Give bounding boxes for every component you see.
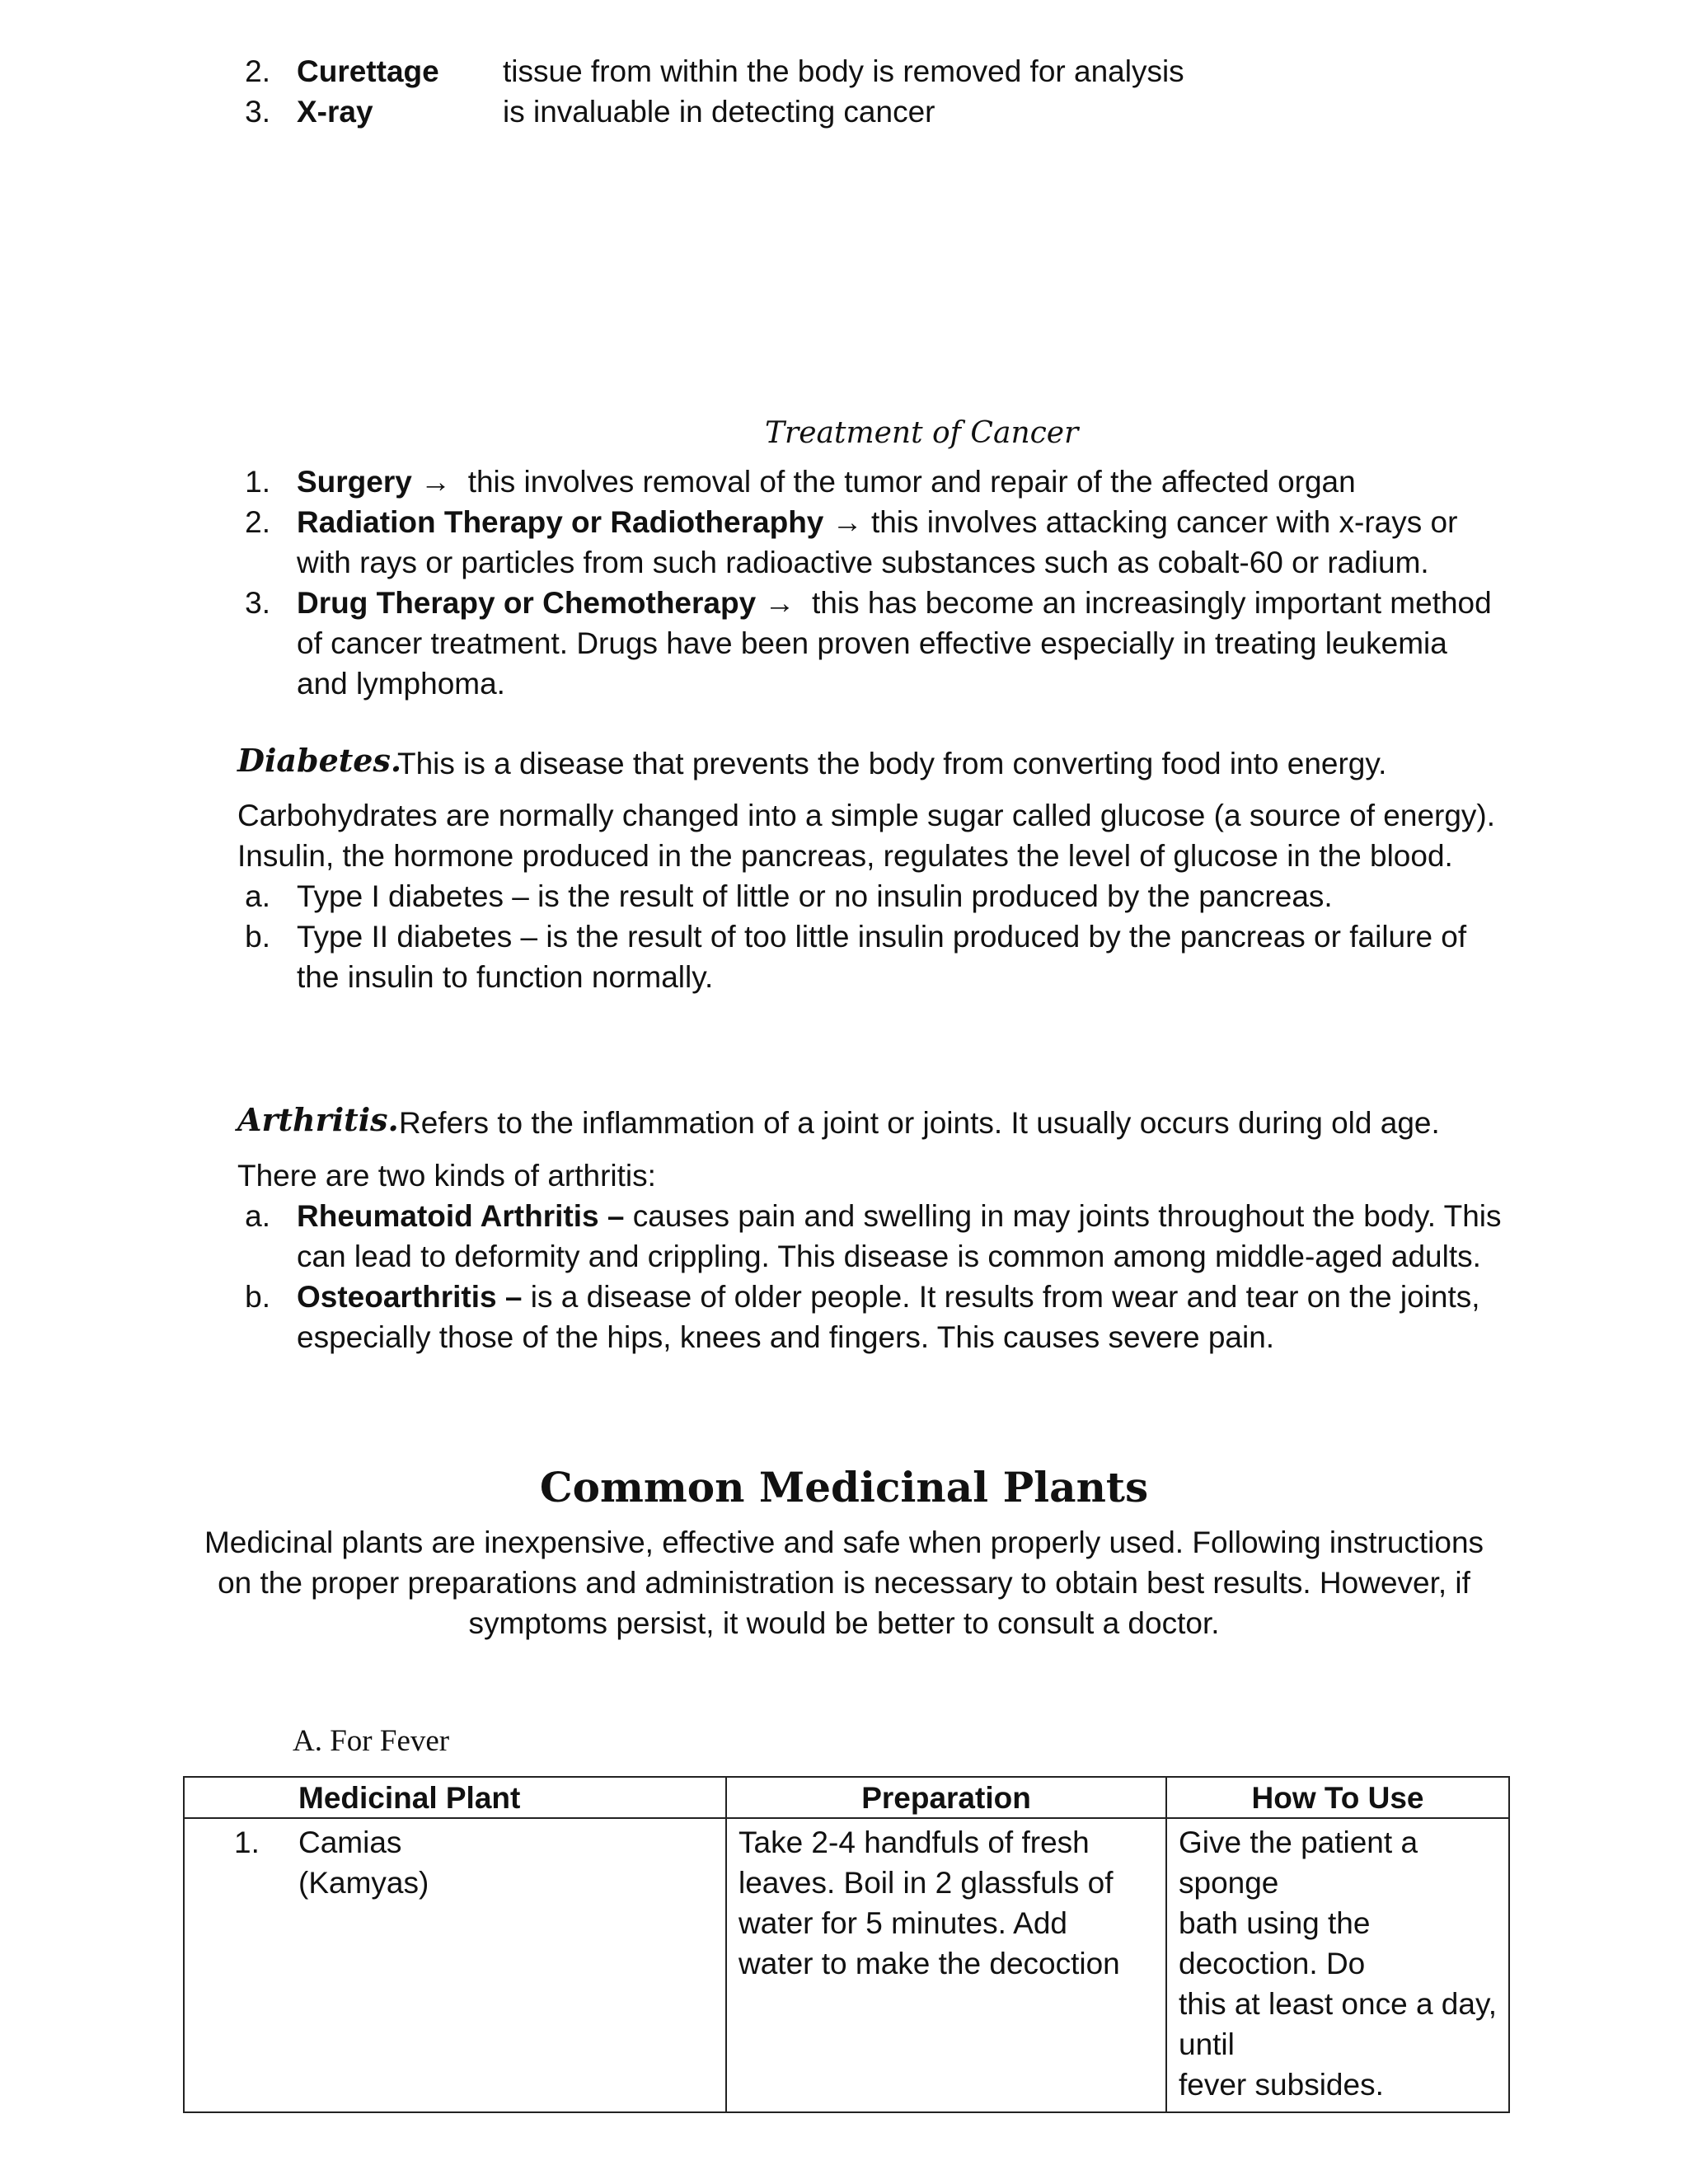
preparation-line: Take 2-4 handfuls of fresh (738, 1825, 1090, 1859)
arthritis-text: is a disease of older people. It results from wear and tear on the joints, (530, 1280, 1480, 1314)
arthritis-paragraph: There are two kinds of arthritis: (237, 1159, 656, 1193)
treatment-text: and lymphoma. (297, 667, 505, 701)
treatment-text: this involves removal of the tumor and repair of the affected organ (467, 465, 1356, 499)
treatment-text: with rays or particles from such radioactive substances such as cobalt-60 or radium. (297, 546, 1429, 579)
usage-cell (1166, 1818, 1509, 2112)
list-number: 3. (245, 586, 270, 620)
usage-line: Give the patient a sponge (1179, 1825, 1418, 1900)
usage-line: bath using the decoction. Do (1179, 1906, 1371, 1980)
medicinal-plants-table (183, 1776, 1510, 2113)
column-header: How To Use (1166, 1777, 1509, 1818)
arthritis-text: can lead to deformity and crippling. This disease is common among middle-aged adults. (297, 1240, 1481, 1273)
plant-name: Camias (298, 1825, 402, 1859)
plants-intro-line: Medicinal plants are inexpensive, effective and safe when properly used. Following instructions (204, 1526, 1484, 1559)
arrow-right-icon: → (832, 505, 863, 539)
list-letter: b. (245, 920, 270, 954)
treatment-text: this involves attacking cancer with x-rays or (870, 505, 1458, 539)
diabetes-paragraph: Carbohydrates are normally changed into a simple sugar called glucose (a source of energy). (237, 799, 1496, 832)
diagnosis-description: tissue from within the body is removed for analysis (503, 54, 1184, 88)
treatment-item-line (297, 588, 1492, 618)
arthritis-text: especially those of the hips, knees and fingers. This causes severe pain. (297, 1320, 1275, 1354)
arthritis-term: Rheumatoid Arthritis – (297, 1199, 625, 1233)
list-number: 2. (245, 505, 270, 539)
plant-local-name: (Kamyas) (298, 1866, 429, 1900)
usage-line: fever subsides. (1179, 2068, 1384, 2102)
arthritis-heading: Arthritis. (237, 1101, 399, 1138)
list-number: 1. (234, 1825, 260, 1859)
arthritis-term: Osteoarthritis – (297, 1280, 523, 1314)
arrow-right-icon: → (420, 465, 452, 499)
section-label-fever: A. For Fever (293, 1724, 450, 1758)
arthritis-item-line (297, 1282, 1480, 1312)
list-number: 2. (245, 54, 270, 88)
column-header: Preparation (726, 1777, 1166, 1818)
diabetes-intro: This is a disease that prevents the body from converting food into energy. (397, 747, 1387, 780)
list-letter: a. (245, 879, 270, 913)
treatment-term: Radiation Therapy or Radiotheraphy (297, 505, 824, 539)
diagnosis-term: X-ray (297, 95, 373, 129)
preparation-line: water to make the decoction (738, 1947, 1120, 1980)
list-number: 3. (245, 95, 270, 129)
table-row (184, 1818, 1509, 2112)
diabetes-paragraph: Insulin, the hormone produced in the pancreas, regulates the level of glucose in the blood. (237, 839, 1453, 873)
plant-cell (184, 1818, 726, 2112)
preparation-line: water for 5 minutes. Add (738, 1906, 1067, 1940)
plants-intro-line: on the proper preparations and administration is necessary to obtain best results. However, if (218, 1566, 1470, 1600)
plants-intro-line: symptoms persist, it would be better to consult a doctor. (468, 1606, 1220, 1640)
arthritis-text: causes pain and swelling in may joints throughout the body. This (632, 1199, 1502, 1233)
diagnosis-description: is invaluable in detecting cancer (503, 95, 935, 129)
diabetes-item-text: Type I diabetes – is the result of little or no insulin produced by the pancreas. (297, 879, 1333, 913)
list-letter: a. (245, 1199, 270, 1233)
treatment-title: Treatment of Cancer (765, 416, 1079, 450)
table-header-row (184, 1777, 1509, 1818)
usage-line: this at least once a day, until (1179, 1987, 1497, 2061)
diagnosis-term: Curettage (297, 54, 439, 88)
treatment-text: this has become an increasingly important method (812, 586, 1492, 620)
preparation-cell (726, 1818, 1166, 2112)
treatment-item-line (297, 507, 1457, 537)
treatment-text: of cancer treatment. Drugs have been proven effective especially in treating leukemia (297, 626, 1447, 660)
treatment-item-line (297, 466, 1356, 497)
treatment-term: Drug Therapy or Chemotherapy (297, 586, 757, 620)
arthritis-intro: Refers to the inflammation of a joint or joints. It usually occurs during old age. (399, 1106, 1440, 1140)
arrow-right-icon: → (764, 586, 795, 620)
preparation-line: leaves. Boil in 2 glassfuls of (738, 1866, 1114, 1900)
treatment-term: Surgery (297, 465, 412, 499)
list-letter: b. (245, 1280, 270, 1314)
list-number: 1. (245, 465, 270, 499)
plants-title: Common Medicinal Plants (539, 1463, 1149, 1511)
column-header: Medicinal Plant (184, 1777, 726, 1818)
diabetes-item-text: the insulin to function normally. (297, 960, 714, 994)
arthritis-item-line (297, 1201, 1502, 1231)
diabetes-heading: Diabetes. (237, 742, 402, 779)
diabetes-item-text: Type II diabetes – is the result of too little insulin produced by the pancreas or failure of (297, 920, 1467, 954)
